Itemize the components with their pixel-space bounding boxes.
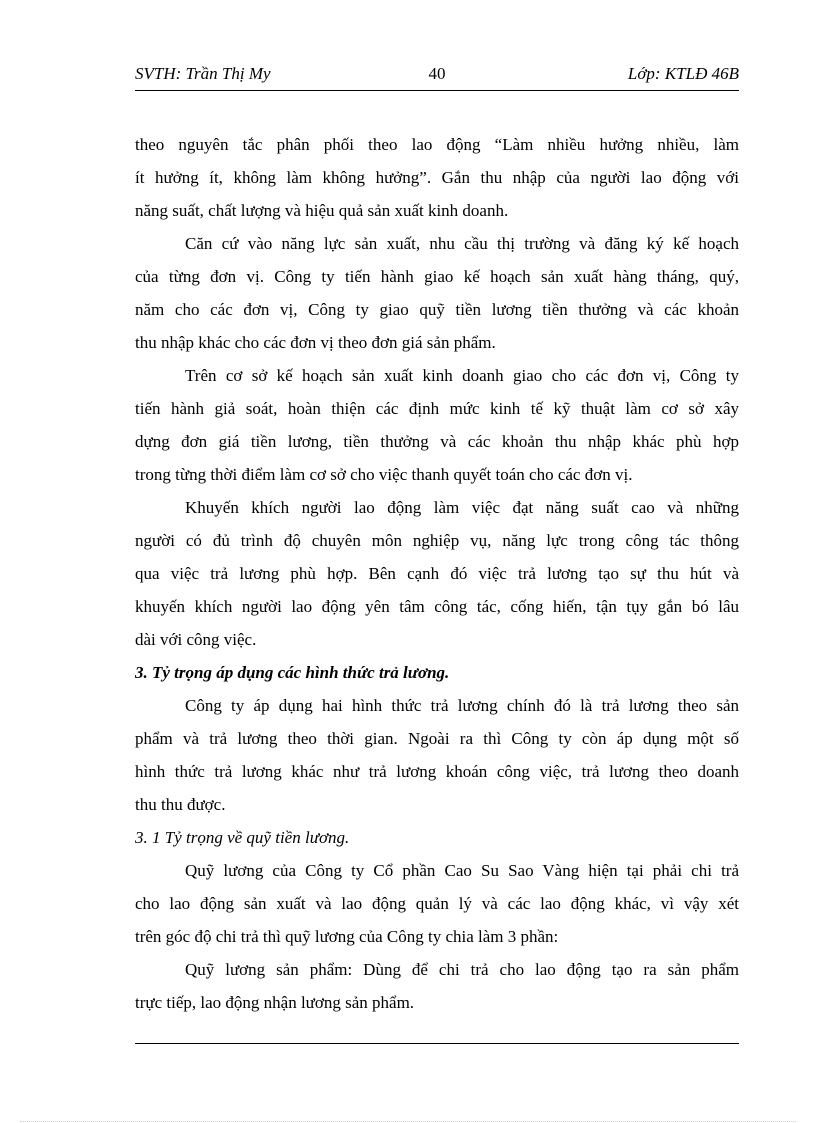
text-line: thu thu được. <box>135 795 226 814</box>
text-line: Công ty áp dụng hai hình thức trả lương chính đó là trả lương theo sản <box>185 696 739 715</box>
text-line: người có đủ trình độ chuyên môn nghiệp vụ, năng lực trong công tác thông <box>135 531 739 550</box>
text-line: theo nguyên tắc phân phối theo lao động “Làm nhiều hưởng nhiều, làm <box>135 135 739 154</box>
document-body <box>135 128 739 1019</box>
text-line: tiến hành giả soát, hoàn thiện các định mức kinh tế kỹ thuật làm cơ sở xây <box>135 399 739 418</box>
text-line: Căn cứ vào năng lực sản xuất, nhu cầu thị trường và đăng ký kế hoạch <box>185 234 739 253</box>
text-line: năm cho các đơn vị, Công ty giao quỹ tiền lương tiền thưởng và các khoản <box>135 300 739 319</box>
text-line: dài với công việc. <box>135 630 257 649</box>
text-line: năng suất, chất lượng và hiệu quả sản xuất kinh doanh. <box>135 201 509 220</box>
text-line: khuyến khích người lao động yên tâm công tác, cống hiến, tận tụy gắn bó lâu <box>135 597 739 616</box>
text-line: trên góc độ chi trả thì quỹ lương của Công ty chia làm 3 phần: <box>135 927 559 946</box>
text-line: dựng đơn giá tiền lương, tiền thưởng và các khoản thu nhập khác phù hợp <box>135 432 739 451</box>
page-header <box>135 62 739 91</box>
text-line: cho lao động sản xuất và lao động quản lý và các lao động khác, vì vậy xét <box>135 894 739 913</box>
text-line: ít hưởng ít, không làm không hưởng”. Gắn thu nhập của người lao động với <box>135 168 739 187</box>
student-name: SVTH: Trần Thị My <box>135 64 271 83</box>
text-line: Khuyến khích người lao động làm việc đạt năng suất cao và những <box>185 498 739 517</box>
text-line: phẩm và trả lương theo thời gian. Ngoài ra thì Công ty còn áp dụng một số <box>135 729 739 748</box>
footer-rule <box>135 1043 739 1044</box>
text-line: Trên cơ sở kế hoạch sản xuất kinh doanh giao cho các đơn vị, Công ty <box>185 366 739 385</box>
text-line: Quỹ lương của Công ty Cổ phần Cao Su Sao Vàng hiện tại phải chi trả <box>185 861 739 880</box>
text-line: trực tiếp, lao động nhận lương sản phẩm. <box>135 993 415 1012</box>
text-line: thu nhập khác cho các đơn vị theo đơn giá sản phẩm. <box>135 333 496 352</box>
text-line: qua việc trả lương phù hợp. Bên cạnh đó việc trả lương tạo sự thu hút và <box>135 564 739 583</box>
text-line: của từng đơn vị. Công ty tiến hành giao kế hoạch sản xuất hàng tháng, quý, <box>135 267 739 286</box>
section-heading: 3. Tỷ trọng áp dụng các hình thức trả lương. <box>135 663 450 682</box>
text-line: hình thức trả lương khác như trả lương khoán công việc, trả lương theo doanh <box>135 762 739 781</box>
subsection-heading: 3. 1 Tỷ trọng về quỹ tiền lương. <box>135 828 350 847</box>
page-number: 40 <box>428 64 446 83</box>
text-line: Quỹ lương sản phẩm: Dùng để chi trả cho lao động tạo ra sản phẩm <box>185 960 739 979</box>
class-label: Lớp: KTLĐ 46B <box>627 64 739 83</box>
page-edge-dots <box>20 1121 796 1122</box>
text-line: trong từng thời điểm làm cơ sở cho việc thanh quyết toán cho các đơn vị. <box>135 465 633 484</box>
